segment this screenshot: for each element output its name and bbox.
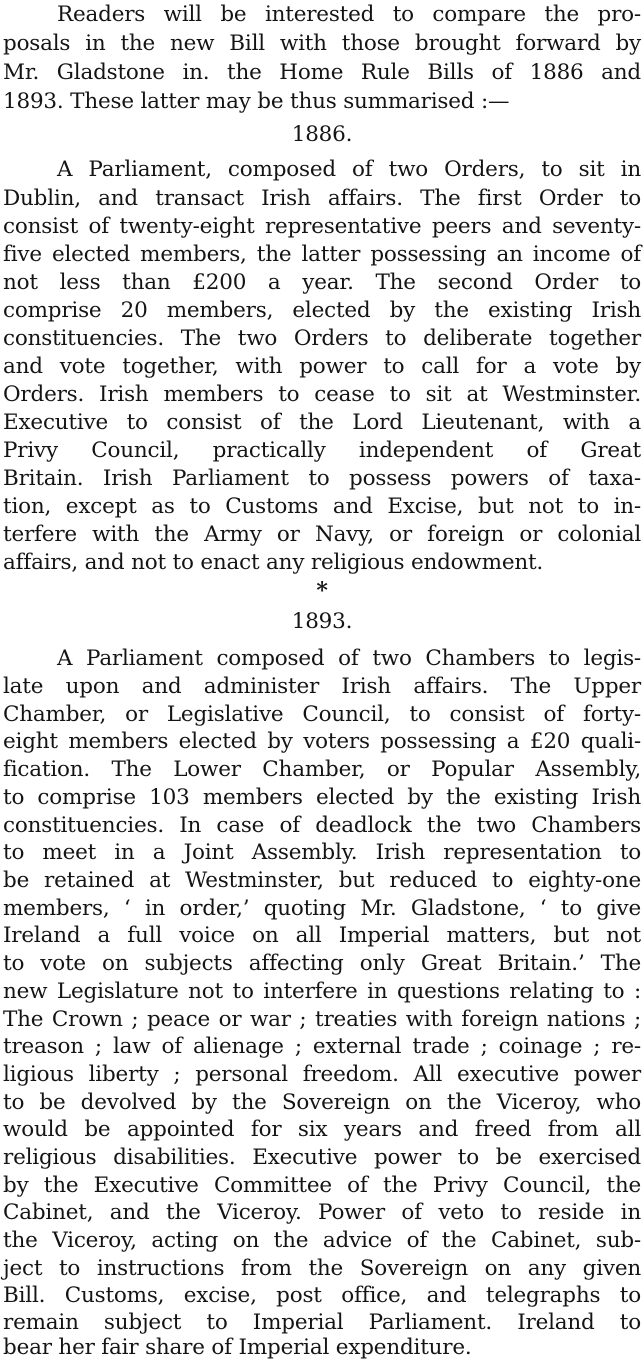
paragraph-line: to vote on subjects affecting only Great Britain.’ The	[3, 951, 641, 976]
paragraph-line: by the Executive Committee of the Privy Council, the	[3, 1173, 641, 1198]
paragraph-line: not less than £200 a year. The second Order to	[3, 270, 641, 295]
paragraph-line: five elected members, the latter possessing an income of	[3, 242, 641, 267]
paragraph-line: Privy Council, practically independent of Great	[3, 438, 641, 463]
paragraph-line: constituencies. In case of deadlock the two Chambers	[3, 813, 641, 838]
paragraph-line: Cabinet, and the Viceroy. Power of veto to reside in	[3, 1200, 641, 1225]
paragraph-line: ject to instructions from the Sovereign on any given	[3, 1256, 641, 1281]
paragraph-line: affairs, and not to enact any religious endowment.	[3, 550, 544, 575]
paragraph-line: Executive to consist of the Lord Lieutenant, with a	[3, 410, 641, 435]
paragraph-line: would be appointed for six years and freed from all	[3, 1117, 641, 1142]
paragraph-line: constituencies. The two Orders to deliberate together	[3, 326, 641, 351]
paragraph-line: eight members elected by voters possessing a £20 quali-	[3, 729, 641, 754]
paragraph-line: ligious liberty ; personal freedom. All executive power	[3, 1062, 641, 1087]
paragraph-line: members, ‘ in order,’ quoting Mr. Gladstone, ‘ to give	[3, 896, 641, 921]
section-separator: *	[316, 578, 328, 604]
paragraph-line: bear her fair share of Imperial expenditure.	[3, 1335, 472, 1360]
paragraph-line: fication. The Lower Chamber, or Popular Assembly,	[3, 757, 641, 782]
paragraph-line: The Crown ; peace or war ; treaties with foreign nations ;	[3, 1007, 641, 1032]
section-heading-1893: 1893.	[291, 609, 353, 634]
paragraph-line: religious disabilities. Executive power to be exercised	[3, 1145, 641, 1170]
paragraph-line: treason ; law of alienage ; external trade ; coinage ; re-	[3, 1034, 641, 1059]
paragraph-line: to comprise 103 members elected by the existing Irish	[3, 785, 641, 810]
paragraph-line: the Viceroy, acting on the advice of the Cabinet, sub-	[3, 1228, 641, 1253]
paragraph-line: Orders. Irish members to cease to sit at Westminster.	[3, 382, 641, 407]
paragraph-line: new Legislature not to interfere in questions relating to :	[3, 979, 641, 1004]
paragraph-line: Ireland a full voice on all Imperial matters, but not	[3, 923, 641, 948]
intro-line: posals in the new Bill with those brought forward by	[3, 31, 641, 56]
paragraph-line: to meet in a Joint Assembly. Irish representation to	[3, 840, 641, 865]
paragraph-line: A Parliament composed of two Chambers to legis-	[57, 646, 641, 671]
paragraph-line: remain subject to Imperial Parliament. Ireland to	[3, 1310, 641, 1335]
paragraph-line: tion, except as to Customs and Excise, but not to in-	[3, 494, 641, 519]
paragraph-line: A Parliament, composed of two Orders, to sit in	[57, 157, 641, 182]
intro-line: Readers will be interested to compare the pro-	[57, 2, 641, 27]
paragraph-line: Bill. Customs, excise, post office, and telegraphs to	[3, 1283, 641, 1308]
paragraph-line: late upon and administer Irish affairs. The Upper	[3, 674, 641, 699]
section-heading-1886: 1886.	[291, 122, 353, 147]
paragraph-line: consist of twenty-eight representative peers and seventy-	[3, 214, 641, 239]
paragraph-line: terfere with the Army or Navy, or foreign or colonial	[3, 522, 641, 547]
intro-line: Mr. Gladstone in. the Home Rule Bills of 1886 and	[3, 60, 641, 85]
paragraph-line: comprise 20 members, elected by the existing Irish	[3, 298, 641, 323]
paragraph-line: and vote together, with power to call for a vote by	[3, 354, 641, 379]
paragraph-line: Dublin, and transact Irish affairs. The first Order to	[3, 186, 641, 211]
intro-line: 1893. These latter may be thus summarised :—	[3, 89, 510, 114]
paragraph-line: to be devolved by the Sovereign on the Viceroy, who	[3, 1090, 641, 1115]
paragraph-line: be retained at Westminster, but reduced to eighty-one	[3, 868, 641, 893]
paragraph-line: Chamber, or Legislative Council, to consist of forty-	[3, 702, 641, 727]
paragraph-line: Britain. Irish Parliament to possess powers of taxa-	[3, 466, 641, 491]
